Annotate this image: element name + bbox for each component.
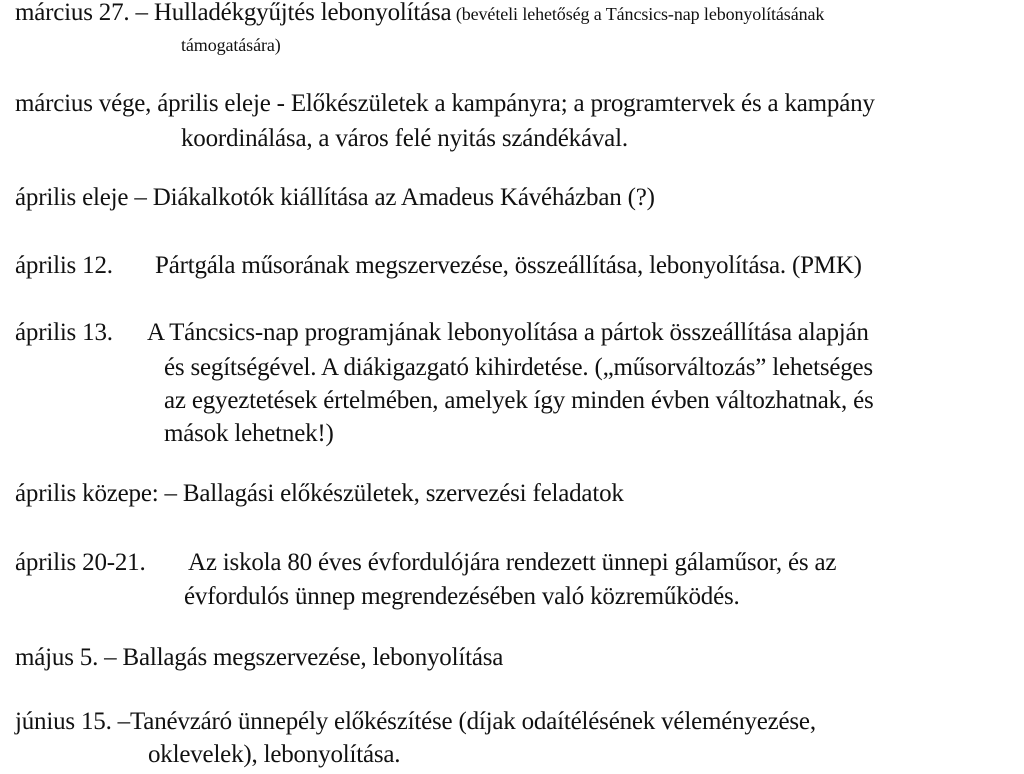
entry-marcius-27-line2: támogatására)	[181, 35, 281, 55]
entry-aprilis-13-line1: A Táncsics-nap programjának lebonyolítása a pártok összeállítása alapján	[147, 319, 869, 346]
entry-aprilis-20-21-line2: évfordulós ünnep megrendezésében való közreműködés.	[184, 583, 740, 610]
entry-aprilis-12-date: április 12.	[15, 252, 113, 279]
entry-aprilis-20-21-line1: Az iskola 80 éves évfordulójára rendezett ünnepi gálaműsor, és az	[188, 549, 837, 576]
entry-aprilis-eleje-line1: április eleje – Diákalkotók kiállítása az Amadeus Kávéházban (?)	[15, 184, 655, 211]
entry-marcius-vege-line2: koordinálása, a város felé nyitás szándékával.	[181, 125, 628, 152]
entry-aprilis-20-21-date: április 20-21.	[15, 549, 146, 576]
entry-majus-5-line1: május 5. – Ballagás megszervezése, lebonyolítása	[15, 644, 504, 671]
entry-aprilis-12-line1: Pártgála műsorának megszervezése, összeállítása, lebonyolítása. (PMK)	[155, 252, 862, 279]
entry-aprilis-13-line3: az egyeztetések értelmében, amelyek így minden évben változhatnak, és	[164, 387, 874, 414]
entry-junius-15-line1: június 15. –Tanévzáró ünnepély előkészítése (díjak odaítélésének véleményezése,	[15, 708, 816, 735]
entry-marcius-27-line1	[15, 0, 824, 29]
entry-marcius-27-main-text: március 27. – Hulladékgyűjtés lebonyolítása	[15, 0, 452, 26]
entry-marcius-27-note-text: (bevételi lehetőség a Táncsics-nap lebonyolításának	[451, 4, 825, 24]
entry-junius-15-line2: oklevelek), lebonyolítása.	[148, 741, 401, 768]
entry-aprilis-13-line4: mások lehetnek!)	[164, 420, 334, 447]
entry-marcius-vege-line1: március vége, április eleje - Előkészületek a kampányra; a programtervek és a kampány	[15, 90, 875, 117]
entry-aprilis-kozepe-line1: április közepe: – Ballagási előkészületek, szervezési feladatok	[15, 480, 624, 507]
entry-aprilis-13-line2: és segítségével. A diákigazgató kihirdetése. („műsorváltozás” lehetséges	[164, 354, 873, 381]
entry-aprilis-13-date: április 13.	[15, 319, 113, 346]
